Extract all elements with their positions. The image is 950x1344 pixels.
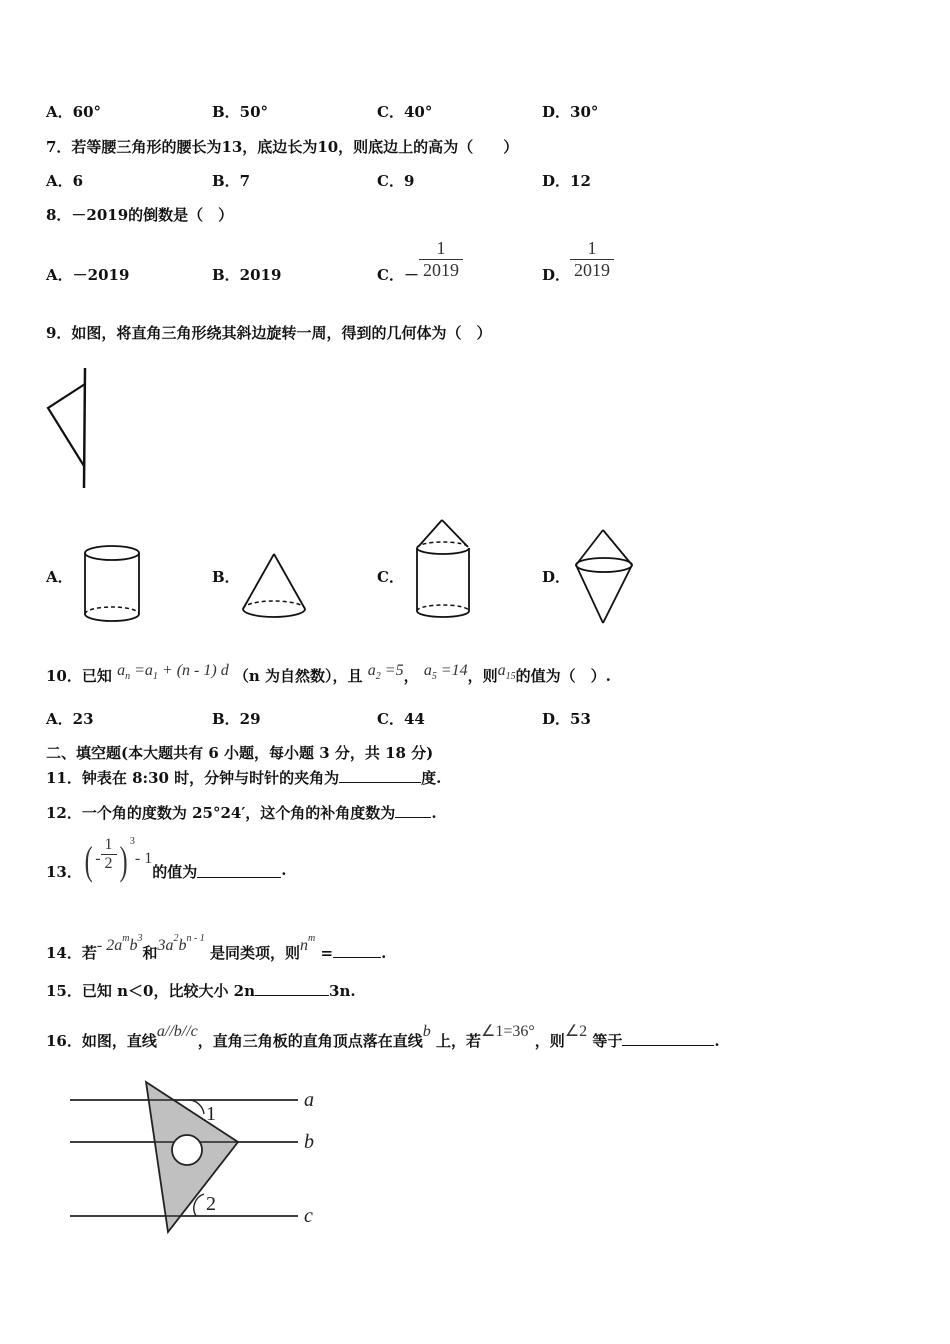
fraction-denominator: 2019 [570, 259, 614, 281]
section2-heading: 二、填空题(本大题共有 6 小题，每小题 3 分，共 18 分) [46, 744, 434, 762]
q8-option-d-fraction [570, 238, 614, 280]
fraction-numerator: 1 [436, 238, 446, 258]
q9-option-d-label: D． [542, 568, 571, 586]
q6-option-c: C．40° [377, 103, 433, 121]
q13-question: 13．( - $\frac{1}{2}$ ) $^3$- 1的值为 . [46, 836, 286, 886]
q10-option-c: C．44 [377, 710, 425, 728]
q10-formula: $a_n =a_1 + (n - 1)$ d [117, 662, 229, 682]
triangle-legs [48, 384, 85, 466]
q10-a15: $a_{15}$ [497, 662, 516, 682]
fraction-numerator: 1 [587, 238, 597, 258]
q10-option-a: A．23 [46, 710, 94, 728]
q13-label: 13． [46, 863, 82, 881]
q9-question: 9．如图，将直角三角形绕其斜边旋转一周，得到的几何体为（ ） [46, 324, 492, 342]
q15-question: 15．已知 n＜0，比较大小 2n 3n. [46, 982, 356, 1000]
q10-tail: 的值为（ ）. [515, 667, 611, 685]
q14-term1: - $2a^mb^3$ [96, 933, 143, 954]
q7-option-c: C．9 [377, 172, 415, 190]
q8-option-c [377, 238, 463, 285]
q8-option-c-fraction [419, 238, 463, 280]
q16-answer-blank[interactable] [622, 1045, 714, 1046]
q10-condition: （n 为自然数），且 [233, 667, 363, 685]
q16-parallel-expr: a//b//c [156, 1023, 198, 1040]
q9-right-triangle-figure [40, 360, 100, 495]
q8-option-a: A．－2019 [46, 266, 130, 284]
q16-angle1: ∠1=36° [481, 1023, 535, 1040]
cone-on-cylinder-figure [410, 515, 480, 630]
q16-angle2: ∠2 [564, 1023, 588, 1040]
q12-question: 12．一个角的度数为 25°24′，这个角的补角度数为 . [46, 804, 437, 822]
q11-answer-blank[interactable] [339, 782, 421, 783]
q15-answer-blank[interactable] [255, 995, 329, 996]
q10-a2: $a_2 =5$ [367, 662, 404, 682]
q8-option-b: B．2019 [212, 266, 282, 284]
q6-option-d: D．30° [542, 103, 599, 121]
q14-term2: $3a^2b^{n - 1}$ [157, 933, 205, 954]
q10-option-b: B．29 [212, 710, 261, 728]
q10-option-d: D．53 [542, 710, 591, 728]
angle2-label: 2 [206, 1193, 216, 1215]
q10-prefix: 10．已知 [46, 667, 112, 685]
fraction-denominator: 2019 [419, 259, 463, 281]
q13-expression: ( - $\frac{1}{2}$ ) $^3$- 1 [84, 836, 153, 883]
ruler-hole [172, 1135, 202, 1165]
q13-answer-blank[interactable] [197, 861, 281, 878]
q14-answer-blank[interactable] [333, 957, 381, 958]
q11-question: 11．钟表在 8:30 时，分钟与时针的夹角为 度. [46, 769, 442, 787]
cone-figure [238, 548, 313, 628]
line-b-label: b [304, 1131, 314, 1153]
q10-sep: ， [403, 667, 419, 685]
q7-option-a: A．6 [46, 172, 84, 190]
q7-option-b: B．7 [212, 172, 251, 190]
line-a-label: a [304, 1089, 314, 1111]
q8-option-d [542, 238, 614, 285]
hypotenuse-axis-line [84, 368, 85, 488]
q7-question: 7．若等腰三角形的腰长为13，底边长为10，则底边上的高为（ ） [46, 138, 519, 156]
double-cone-figure [568, 525, 643, 630]
q6-option-a: A．60° [46, 103, 102, 121]
q8-option-d-label: D． [542, 266, 571, 284]
q14-question: 14．若- $2a^mb^3$和$3a^2b^{n - 1}$ 是同类项，则$n^m$ = . [46, 933, 387, 962]
q13-tail: 的值为 [152, 863, 198, 881]
cylinder-figure [80, 540, 145, 630]
line-c-label: c [304, 1205, 313, 1227]
q6-option-b: B．50° [212, 103, 269, 121]
q7-option-d: D．12 [542, 172, 591, 190]
q9-option-c-label: C． [377, 568, 404, 586]
q9-option-b-label: B． [212, 568, 240, 586]
q8-option-c-label: C．－ [377, 266, 419, 284]
q16-question: 16．如图，直线a//b//c，直角三角板的直角顶点落在直线b 上，若∠1=36°，则∠2 等于 . [46, 1023, 720, 1050]
q9-option-a-label: A． [46, 568, 73, 586]
angle1-label: 1 [206, 1103, 216, 1125]
q10-question [46, 654, 611, 694]
q8-question: 8．－2019的倒数是（ ） [46, 206, 234, 224]
q10-a5: $a_5 =14$ [423, 662, 468, 682]
q12-answer-blank[interactable] [395, 817, 431, 818]
q16-figure [60, 1070, 340, 1240]
q10-then: ，则 [467, 667, 498, 685]
